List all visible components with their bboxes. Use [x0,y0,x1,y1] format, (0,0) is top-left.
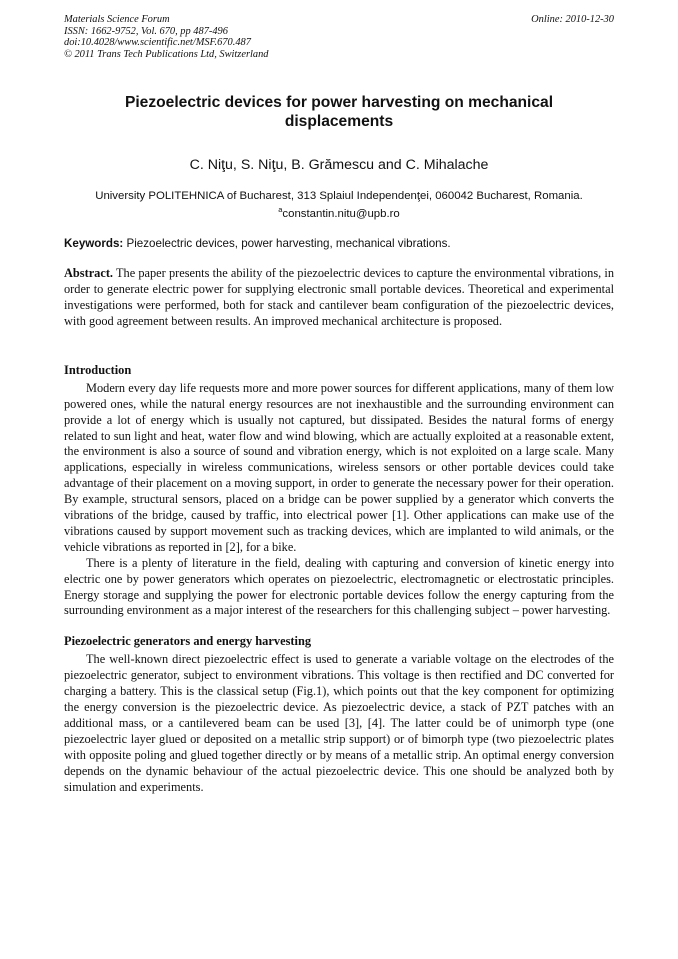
affiliation-email-line [64,203,614,221]
keywords [64,237,614,250]
introduction-paragraph-1: Modern every day life requests more and more power sources for different applications, many of them low powered ones, while the natural energy resources are not inexhaustible and the surrounding environment can provide a lot of energy which is usually not captured, but dissipated. Besides the natural forms of energy related to sun light and heat, water flow and wind blowing, which are actually exploited at a reasonable extent, the environment is also a source of sound and vibration energy, which is not exploited on a large scale. Many applications, especially in wireless communications, wireless sensors or other portable devices could take advantage of their placement on a moving support, in order to generate the necessary power for their operation. By example, structural sensors, placed on a bridge can be power supplied by a generator which converts the vibrations of the bridge, caused by traffic, into electrical power [1]. Other applications can make use of the vibrations caused by support movement such as tracking devices, which are implanted to wild animals, or the vehicle vibrations as reported in [2], for a bike. [64,380,614,554]
abstract-label: Abstract. [64,266,114,281]
abstract [64,266,614,330]
journal-doi: doi:10.4028/www.scientific.net/MSF.670.487 [64,37,251,49]
piezo-section-heading: Piezoelectric generators and energy harvesting [64,634,312,649]
online-date: Online: 2010-12-30 [531,14,614,25]
piezo-section-paragraph-1: The well-known direct piezoelectric effect is used to generate a variable voltage on the electrodes of the piezoelectric generator, subject to environment vibrations. This voltage is then rectified and DC converted for charging a battery. This is the classical setup (Fig.1), which points out that the key component for optimizing the energy conversion is the piezoelectric device. As piezoelectric device, a stack of PZT patches with an additional mass, or a cantilevered beam can be used [3], [4]. The latter could be of unimorph type (one piezoelectric layer glued or deposited on a metallic strip support) or of bimorph type (two piezoelectric plates with opposite poling and glued together directly or by means of a metallic strip. An optimal energy conversion depends on the dynamic behaviour of the actual piezoelectric device. This one should be analyzed both by simulation and experiments. [64,652,614,794]
journal-info [64,14,268,60]
introduction-heading: Introduction [64,362,132,377]
paper-title: Piezoelectric devices for power harvesting on mechanical displacements [124,94,554,131]
affiliation-address: University POLITEHNICA of Bucharest, 313 Splaiul Independenţei, 060042 Bucharest, Romania. [95,190,583,203]
journal-name: Materials Science Forum [64,14,170,25]
journal-issn: ISSN: 1662-9752, Vol. 670, pp 487-496 [64,25,228,37]
journal-copyright: © 2011 Trans Tech Publications Ltd, Switzerland [64,48,269,60]
page-header [64,14,614,60]
author-email: constantin.nitu@upb.ro [282,208,400,221]
keywords-text: Piezoelectric devices, power harvesting, mechanical vibrations. [123,237,451,251]
email-superscript: a [278,205,283,215]
introduction-paragraph-2: There is a plenty of literature in the field, dealing with capturing and conversion of kinetic energy into electric one by power generators which operates on piezoelectric, electromagnetic or electrostatic principles. Energy storage and supplying the power for electronic portable devices follow the energy capturing from the surrounding environment as a major interest of the researchers for this challenging subject – power harvesting. [64,555,614,618]
affiliation [64,189,614,221]
keywords-label: Keywords: [64,237,124,251]
paper-authors: C. Niţu, S. Niţu, B. Grămescu and C. Mihalache [189,157,489,174]
abstract-text: The paper presents the ability of the piezoelectric devices to capture the environmental vibrations, in order to generate electric power for supplying electronic small portable devices. Theoretical and experimental investigations were performed, both for stack and cantilever beam configuration of the piezoelectric devices, with good agreement between results. An improved mechanical architecture is proposed. [64,266,614,328]
